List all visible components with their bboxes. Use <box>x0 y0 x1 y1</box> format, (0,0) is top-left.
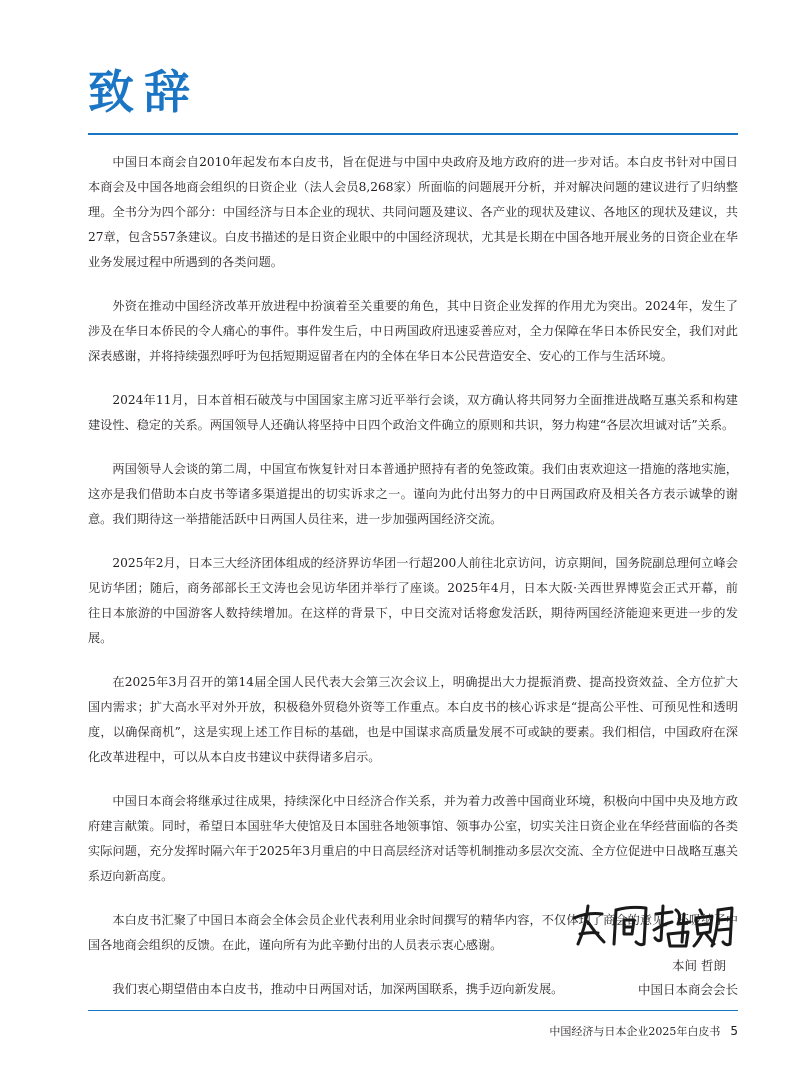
paragraph: 外资在推动中国经济改革开放进程中扮演着至关重要的角色，其中日资企业发挥的作用尤为突出。2024年，发生了涉及在华日本侨民的令人痛心的事件。事件发生后，中日两国政府迅速妥善应对，全力保障在华日本侨民安全，我们对此深表感谢，并将持续强烈呼吁为包括短期逗留者在内的全体在华日本公民营造安全、安心的工作与生活环境。 <box>88 299 738 363</box>
publication-title: 中国经济与日本企业2025年白皮书 <box>549 1025 721 1038</box>
paragraph: 两国领导人会谈的第二周，中国宣布恢复针对日本普通护照持有者的免签政策。我们由衷欢迎这一措施的落地实施，这亦是我们借助本白皮书等诸多渠道提出的切实诉求之一。谨向为此付出努力的中日两国政府及相关各方表示诚挚的谢意。我们期待这一举措能活跃中日两国人员往来，进一步加强两国经济交流。 <box>88 462 738 526</box>
paragraph: 2025年2月，日本三大经济团体组成的经济界访华团一行超200人前往北京访问，访京期间，国务院副总理何立峰会见访华团；随后，商务部部长王文涛也会见访华团并举行了座谈。2025年4月，日本大阪·关西世界博览会正式开幕，前往日本旅游的中国游客人数持续增加。在这样的背景下，中日交流对话将愈发活跃，期待两国经济能迎来更进一步的发展。 <box>88 556 738 645</box>
paragraph: 本白皮书汇聚了中国日本商会全体会员企业代表利用业余时间撰写的精华内容，不仅体现了商会的意见，还吸纳了中国各地商会组织的反馈。在此，谨向所有为此辛勤付出的人员表示衷心感谢。 <box>88 913 738 952</box>
page-title: 致辞 <box>88 65 200 119</box>
handwritten-signature <box>568 900 738 952</box>
paragraph: 2024年11月，日本首相石破茂与中国国家主席习近平举行会谈，双方确认将共同努力全面推进战略互惠关系和构建建设性、稳定的关系。两国领导人还确认将坚持中日四个政治文件确立的原则和共识，努力构建“各层次坦诚对话”关系。 <box>88 393 738 432</box>
message-body <box>88 150 738 1021</box>
paragraph: 在2025年3月召开的第14届全国人民代表大会第三次会议上，明确提出大力提振消费、提高投资效益、全方位扩大国内需求；扩大高水平对外开放，积极稳外贸稳外资等工作重点。本白皮书的核心诉求是“提高公平性、可预见性和透明度，以确保商机”，这是实现上述工作目标的基础，也是中国谋求高质量发展不可或缺的要素。我们相信，中国政府在深化改革进程中，可以从本白皮书建议中获得诸多启示。 <box>88 675 738 764</box>
signatory-title: 中国日本商会会长 <box>637 982 738 997</box>
paragraph: 我们衷心期望借由本白皮书，推动中日两国对话，加深两国联系，携手迈向新发展。 <box>112 982 564 996</box>
paragraph: 中国日本商会自2010年起发布本白皮书，旨在促进与中国中央政府及地方政府的进一步对话。本白皮书针对中国日本商会及中国各地商会组织的日资企业（法人会员8,268家）所面临的问题展开分析，并对解决问题的建议进行了归纳整理。全书分为四个部分：中国经济与日本企业的现状、共同问题及建议、各产业的现状及建议、各地区的现状及建议，共27章，包含557条建议。白皮书描述的是日资企业眼中的中国经济现状，尤其是长期在中国各地开展业务的日资企业在华业务发展过程中所遇到的各类问题。 <box>88 155 738 269</box>
page-number: 5 <box>730 1024 738 1038</box>
signature-block <box>538 900 738 1002</box>
title-divider <box>88 133 738 135</box>
footer-divider <box>88 1010 738 1011</box>
signatory-name: 本间 哲朗 <box>672 958 726 973</box>
page-footer <box>549 1023 738 1040</box>
paragraph: 中国日本商会将继承过往成果，持续深化中日经济合作关系，并为着力改善中国商业环境，积极向中国中央及地方政府建言献策。同时，希望日本国驻华大使馆及日本国驻各地领事馆、领事办公室，切实关注日资企业在华经营面临的各类实际问题，充分发挥时隔六年于2025年3月重启的中日高层经济对话等机制推动多层次交流、全方位促进中日战略互惠关系迈向新高度。 <box>88 794 738 883</box>
